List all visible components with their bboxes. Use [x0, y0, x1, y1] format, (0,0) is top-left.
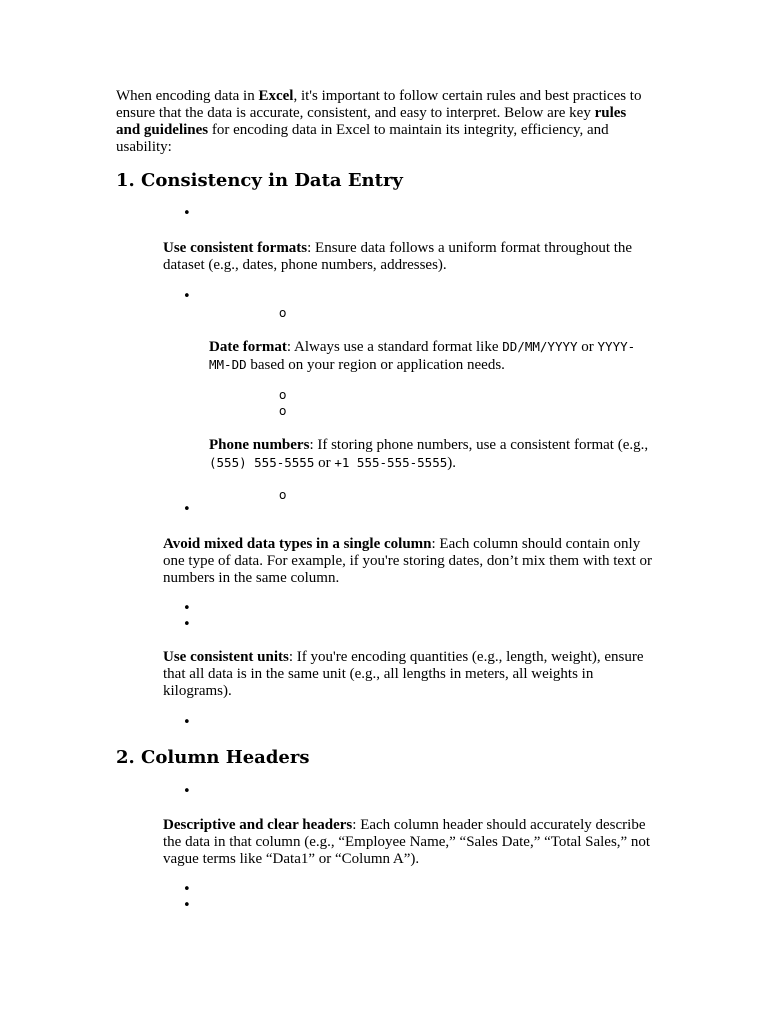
- code-date-format-2: YYYY-MM-DD: [209, 339, 636, 372]
- sub-bullet-marker: o: [279, 404, 287, 418]
- item-body-text: : If you're encoding quantities (e.g., length, weight), ensure that all data is in the same unit (e.g., all lengths in meters, all weights in kilograms).: [163, 649, 644, 699]
- bullet-marker: •: [183, 289, 191, 304]
- subitem-text: based on your region or application needs.: [246, 357, 505, 373]
- section-1-heading: 1. Consistency in Data Entry: [116, 170, 403, 191]
- section-2-heading: 2. Column Headers: [116, 747, 310, 768]
- intro-bold-rules: rules and guidelines: [116, 105, 627, 138]
- item-consistent-units: [163, 649, 653, 700]
- bullet-marker: •: [183, 206, 191, 221]
- subitem-text: : Always use a standard format like: [286, 339, 503, 355]
- item-body-text: : Each column should contain only one type of data. For example, if you're storing dates, don’t mix them with text or numbers in the same column.: [163, 536, 652, 586]
- intro-bold-excel: Excel: [258, 88, 294, 104]
- item-body-text: : Ensure data follows a uniform format throughout the dataset (e.g., dates, phone numbers, addresses).: [163, 240, 633, 273]
- subitem-text: or: [314, 455, 335, 471]
- intro-paragraph: [116, 88, 646, 156]
- item-bold-label: Descriptive and clear headers: [163, 817, 353, 833]
- subitem-text: or: [577, 339, 598, 355]
- subitem-date-format: [209, 338, 654, 374]
- subitem-text: ).: [447, 455, 456, 471]
- bullet-marker: •: [183, 601, 191, 616]
- bullet-marker: •: [183, 502, 191, 517]
- item-mixed-data-types: [163, 536, 653, 587]
- subitem-phone-numbers: [209, 437, 654, 472]
- bullet-marker: •: [183, 882, 191, 897]
- subitem-text: : If storing phone numbers, use a consistent format (e.g.,: [309, 437, 649, 453]
- bullet-marker: •: [183, 784, 191, 799]
- intro-text-3: for encoding data in Excel to maintain its integrity, efficiency, and usability:: [116, 122, 609, 155]
- item-consistent-formats: [163, 240, 653, 274]
- bullet-marker: •: [183, 898, 191, 913]
- intro-text-1: When encoding data in: [116, 88, 259, 104]
- item-bold-label: Use consistent formats: [163, 240, 308, 256]
- subitem-bold-label: Date format: [209, 339, 287, 355]
- code-phone-format-2: +1 555-555-5555: [334, 455, 448, 470]
- sub-bullet-marker: o: [279, 306, 287, 320]
- item-body-text: : Each column header should accurately describe the data in that column (e.g., “Employee Name,” “Sales Date,” “Total Sales,” not vague terms like “Data1” or “Column A”).: [163, 817, 651, 867]
- item-bold-label: Use consistent units: [163, 649, 289, 665]
- item-descriptive-headers: [163, 817, 653, 868]
- sub-bullet-marker: o: [279, 488, 287, 502]
- bullet-marker: •: [183, 617, 191, 632]
- code-date-format-1: DD/MM/YYYY: [502, 339, 578, 354]
- intro-text-2: , it's important to follow certain rules and best practices to ensure that the data is accurate, consistent, and easy to interpret. Below are key: [116, 88, 642, 121]
- item-bold-label: Avoid mixed data types in a single column: [163, 536, 432, 552]
- code-phone-format-1: (555) 555-5555: [209, 455, 315, 470]
- subitem-bold-label: Phone numbers: [209, 437, 310, 453]
- bullet-marker: •: [183, 715, 191, 730]
- sub-bullet-marker: o: [279, 388, 287, 402]
